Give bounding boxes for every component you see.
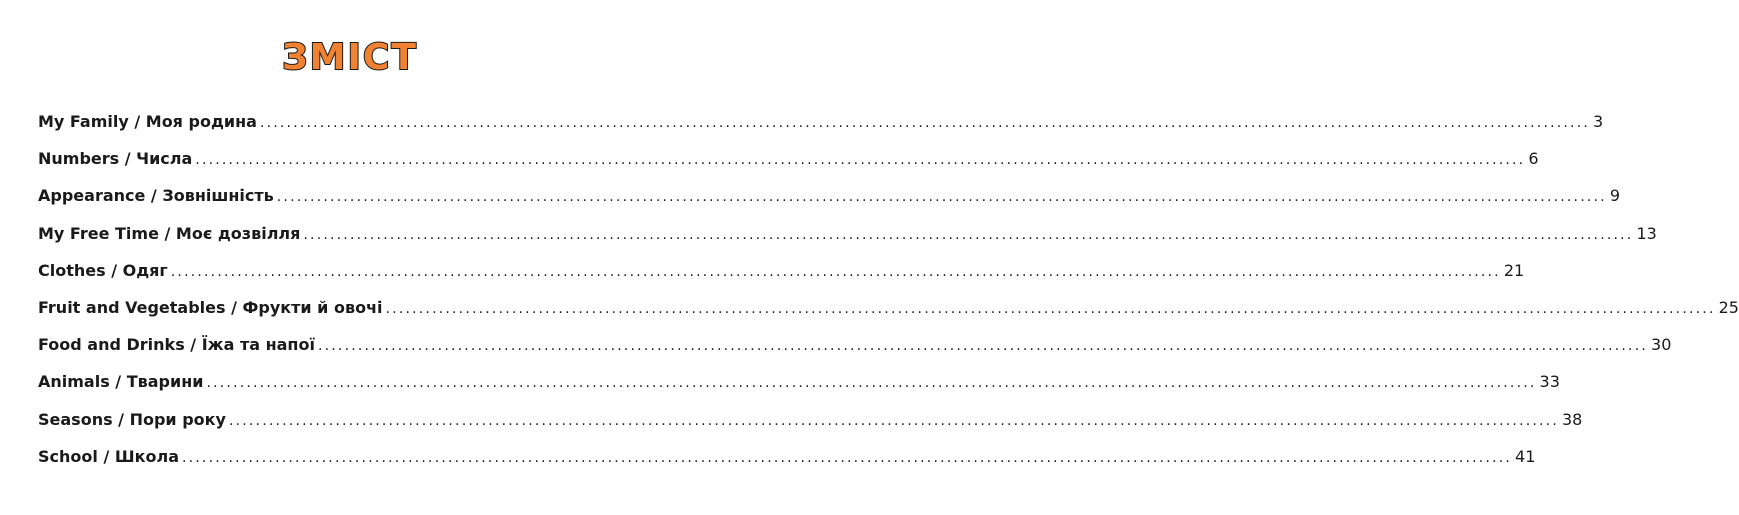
toc-page-number: 21: [1503, 260, 1525, 280]
dot-leader: ........................................................................................................................................................................................................: [317, 338, 1649, 355]
toc-entry-label: My Free Time / Моє дозвілля: [38, 223, 301, 243]
toc-entry-label: School / Школа: [38, 446, 179, 466]
toc-entry-label: Food and Drinks / Їжа та напої: [38, 335, 315, 355]
toc-entry[interactable]: [38, 260, 1525, 298]
toc-page-number: 25: [1718, 297, 1739, 317]
dot-leader: ........................................................................................................................................................................................................: [228, 412, 1559, 429]
dot-leader: ........................................................................................................................................................................................................: [206, 375, 1537, 392]
toc-page-number: 3: [1593, 112, 1604, 131]
toc-entry[interactable]: [38, 186, 1620, 223]
dot-leader: ........................................................................................................................................................................................................: [170, 263, 1501, 280]
page-title: ЗМІСТ: [282, 37, 418, 78]
dot-leader: ........................................................................................................................................................................................................: [276, 189, 1607, 206]
toc-entry[interactable]: [38, 223, 1657, 261]
toc-entry[interactable]: [38, 297, 1739, 335]
toc-entry[interactable]: [38, 112, 1604, 149]
toc-page-number: 30: [1651, 335, 1672, 355]
toc-entry-label: Clothes / Одяг: [38, 260, 168, 280]
toc-entry-label: Appearance / Зовнішність: [38, 186, 274, 206]
toc-entry-label: Seasons / Пори року: [38, 409, 226, 429]
toc-page-number: 38: [1561, 409, 1583, 429]
toc-entry[interactable]: [38, 335, 1672, 372]
toc-entry[interactable]: [38, 446, 1536, 484]
toc-page-number: 33: [1539, 372, 1560, 392]
toc-entry-label: My Family / Моя родина: [38, 112, 257, 131]
dot-leader: ........................................................................................................................................................................................................: [385, 300, 1716, 317]
toc-page-number: 9: [1609, 186, 1620, 206]
dot-leader: ........................................................................................................................................................................................................: [181, 449, 1513, 466]
toc-entry[interactable]: [38, 409, 1583, 447]
toc-entry[interactable]: [38, 372, 1560, 409]
dot-leader: ........................................................................................................................................................................................................: [195, 152, 1526, 169]
toc-entry-label: Animals / Тварини: [38, 372, 204, 392]
toc-entry[interactable]: [38, 149, 1539, 186]
toc-entry-label: Numbers / Числа: [38, 149, 193, 169]
dot-leader: ........................................................................................................................................................................................................: [259, 115, 1590, 131]
toc-entry-label: Fruit and Vegetables / Фрукти й овочі: [38, 297, 383, 317]
toc-page-number: 13: [1636, 223, 1657, 243]
toc-page-number: 41: [1515, 446, 1536, 466]
table-of-contents: [38, 112, 1739, 484]
dot-leader: ........................................................................................................................................................................................................: [303, 226, 1634, 243]
toc-page-number: 6: [1528, 149, 1539, 169]
